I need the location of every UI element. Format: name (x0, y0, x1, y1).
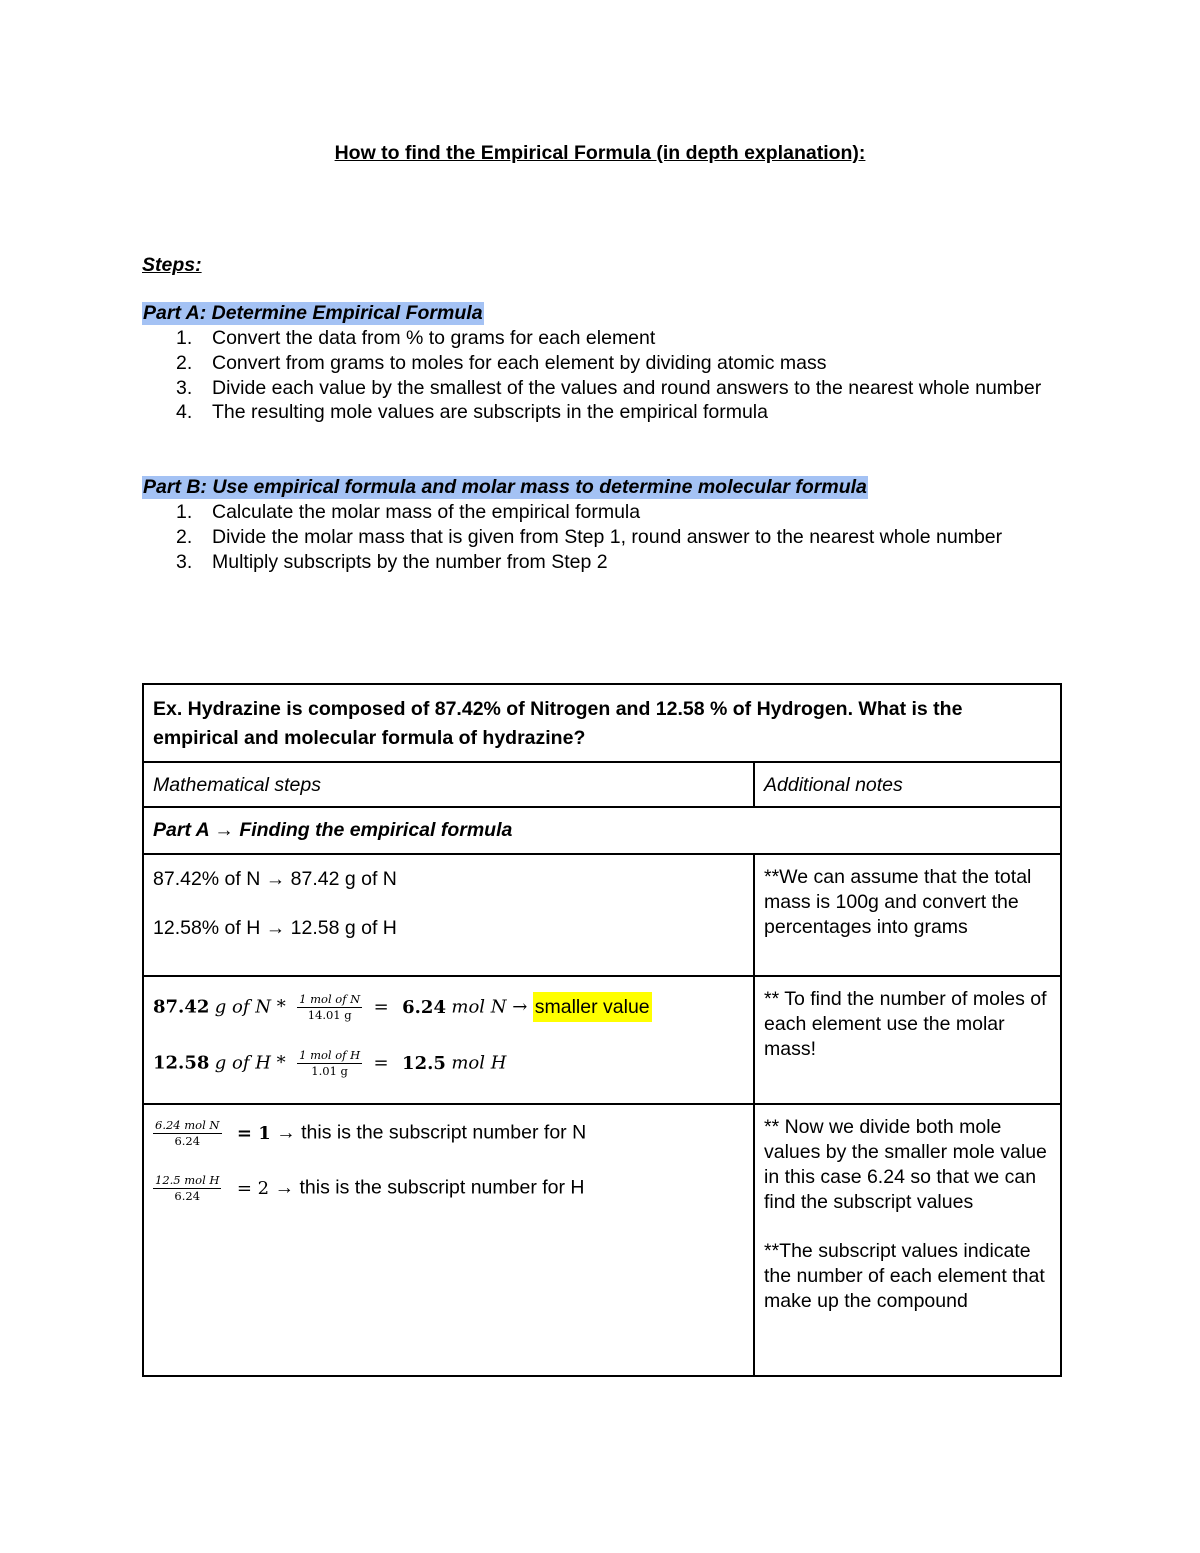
column-header-math: Mathematical steps (143, 762, 754, 807)
part-a-row-heading: Part A → Finding the empirical formula (143, 807, 1061, 854)
fraction: $\frac{\text{6.24 mol N}}{6.24}$ (155, 1118, 220, 1148)
column-header-notes: Additional notes (754, 762, 1061, 807)
part-b-list (142, 500, 1062, 574)
part-a-list (142, 326, 1062, 425)
note-cell: ** To find the number of moles of each element use the molar mass! (754, 976, 1061, 1104)
example-question: Ex. Hydrazine is composed of 87.42% of Nitrogen and 12.58 % of Hydrogen. What is the empirical and molecular formula of hydrazine? (143, 684, 1061, 762)
list-item: 2. Divide the molar mass that is given from Step 1, round answer to the nearest whole number (176, 525, 1003, 548)
part-b-heading: Part B: Use empirical formula and molar mass to determine molecular formula (143, 476, 867, 498)
subscript-equation-h: $\frac{\text{12.5 mol H}}{6.24}$ = 2 → this is the subscript number for H (155, 1173, 585, 1203)
fraction: $\frac{\text{1 mol of N}}{14.01 g}$ (299, 992, 361, 1022)
moles-equation-h: 12.58 g of H * $\frac{\text{1 mol of H}}{1.01 g}$ = 12.5 mol H (153, 1048, 507, 1078)
note-divide: ** Now we divide both mole values by the smaller mole value in this case 6.24 so that we can find the subscript values (764, 1116, 1047, 1213)
conversion-n: 87.42% of N → 87.42 g of N (153, 868, 397, 890)
part-a-heading: Part A: Determine Empirical Formula (143, 302, 483, 324)
list-item: 2. Convert from grams to moles for each element by dividing atomic mass (176, 351, 827, 374)
math-cell (143, 1104, 754, 1376)
table-row (143, 854, 1061, 976)
table-row (143, 1104, 1061, 1376)
list-item: 1. Convert the data from % to grams for each element (176, 327, 656, 349)
fraction: $\frac{\text{12.5 mol H}}{6.24}$ (155, 1173, 220, 1203)
table-row (143, 976, 1061, 1104)
note-subscripts: **The subscript values indicate the number of each element that make up the compound (764, 1240, 1045, 1312)
note-cell (754, 1104, 1061, 1376)
page-title: How to find the Empirical Formula (in depth explanation): (334, 142, 866, 164)
math-cell (143, 854, 754, 976)
steps-label: Steps: (142, 254, 202, 276)
list-item: 4. The resulting mole values are subscripts in the empirical formula (176, 401, 768, 424)
list-item: 3. Divide each value by the smallest of the values and round answers to the nearest whole number (176, 376, 1042, 399)
example-table (142, 683, 1062, 1377)
subscript-equation-n: $\frac{\text{6.24 mol N}}{6.24}$ = 1 → this is the subscript number for N (155, 1118, 587, 1148)
math-cell (143, 976, 754, 1104)
list-item: 1. Calculate the molar mass of the empirical formula (176, 501, 641, 523)
smaller-value-highlight: smaller value (533, 992, 652, 1022)
conversion-h: 12.58% of H → 12.58 g of H (153, 917, 397, 939)
moles-equation-n: 87.42 g of N * $\frac{\text{1 mol of N}}{14.01 g}$ = 6.24 mol N → smaller value (153, 992, 650, 1022)
note-cell: **We can assume that the total mass is 100g and convert the percentages into grams (754, 854, 1061, 976)
fraction: $\frac{\text{1 mol of H}}{1.01 g}$ (299, 1048, 361, 1078)
list-item: 3. Multiply subscripts by the number from Step 2 (176, 550, 608, 573)
